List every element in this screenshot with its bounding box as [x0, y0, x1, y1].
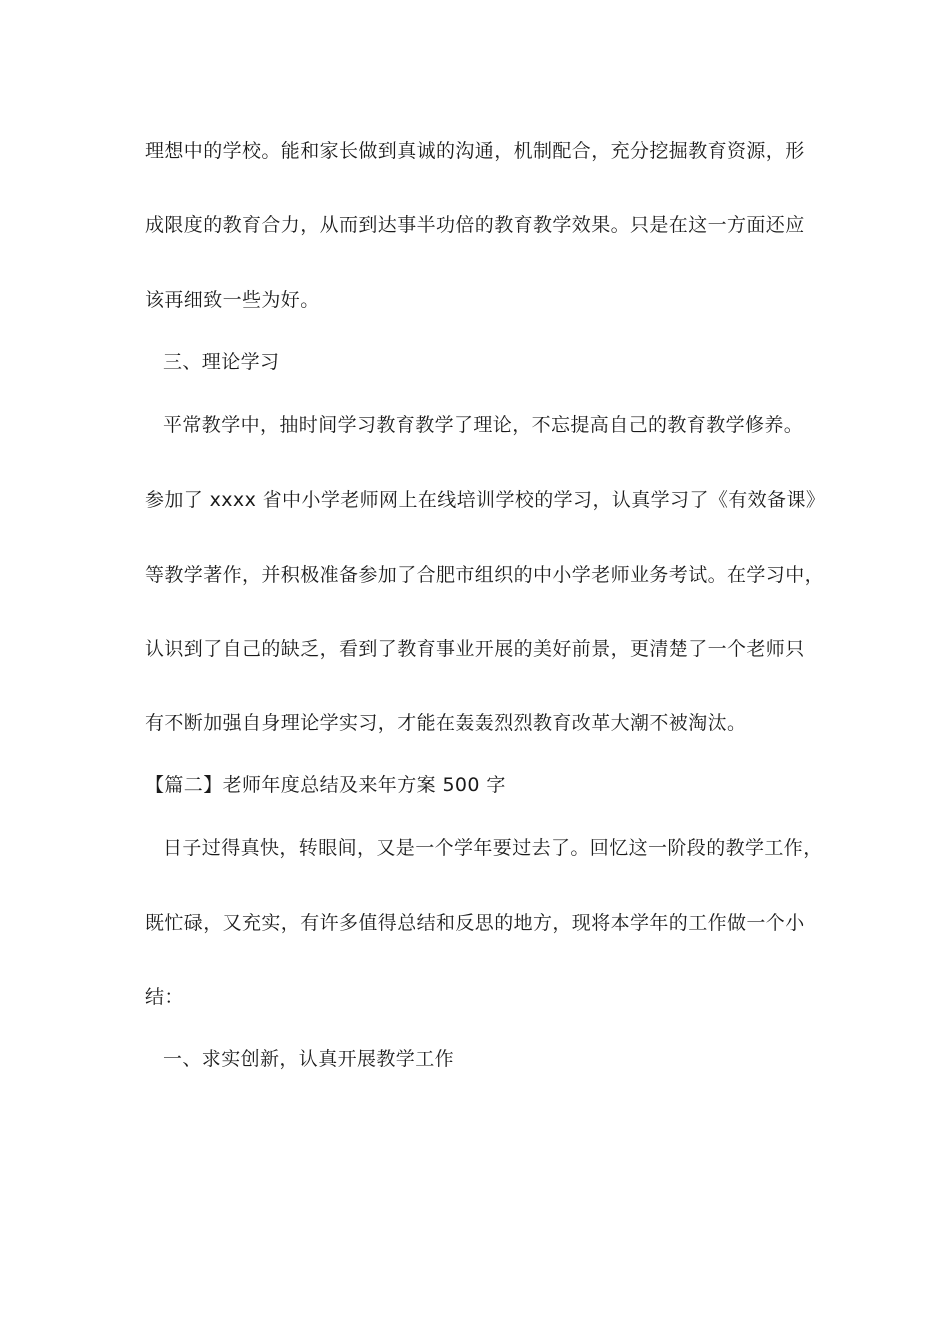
paragraph-line: 理想中的学校。能和家长做到真诚的沟通，机制配合，充分挖掘教育资源，形	[145, 140, 805, 162]
paragraph-line: 日子过得真快，转眼间，又是一个学年要过去了。回忆这一阶段的教学工作，	[163, 837, 823, 859]
section-heading: 一、求实创新，认真开展教学工作	[163, 1048, 455, 1070]
article-title: 【篇二】老师年度总结及来年方案 500 字	[145, 774, 506, 796]
paragraph-line: 成限度的教育合力，从而到达事半功倍的教育教学效果。只是在这一方面还应	[145, 214, 805, 236]
paragraph-line: 该再细致一些为好。	[145, 289, 320, 311]
paragraph-line: 既忙碌，又充实，有许多值得总结和反思的地方，现将本学年的工作做一个小	[145, 912, 805, 934]
paragraph-line: 等教学著作，并积极准备参加了合肥市组织的中小学老师业务考试。在学习中，	[145, 564, 825, 586]
paragraph-line: 参加了 xxxx 省中小学老师网上在线培训学校的学习，认真学习了《有效备课》	[145, 489, 826, 511]
paragraph-line: 结：	[145, 986, 184, 1008]
paragraph-line: 有不断加强自身理论学实习，才能在轰轰烈烈教育改革大潮不被淘汰。	[145, 712, 747, 734]
section-heading: 三、理论学习	[163, 351, 280, 373]
paragraph-line: 认识到了自己的缺乏，看到了教育事业开展的美好前景，更清楚了一个老师只	[145, 638, 805, 660]
paragraph-line: 平常教学中，抽时间学习教育教学了理论，不忘提高自己的教育教学修养。	[163, 414, 804, 436]
